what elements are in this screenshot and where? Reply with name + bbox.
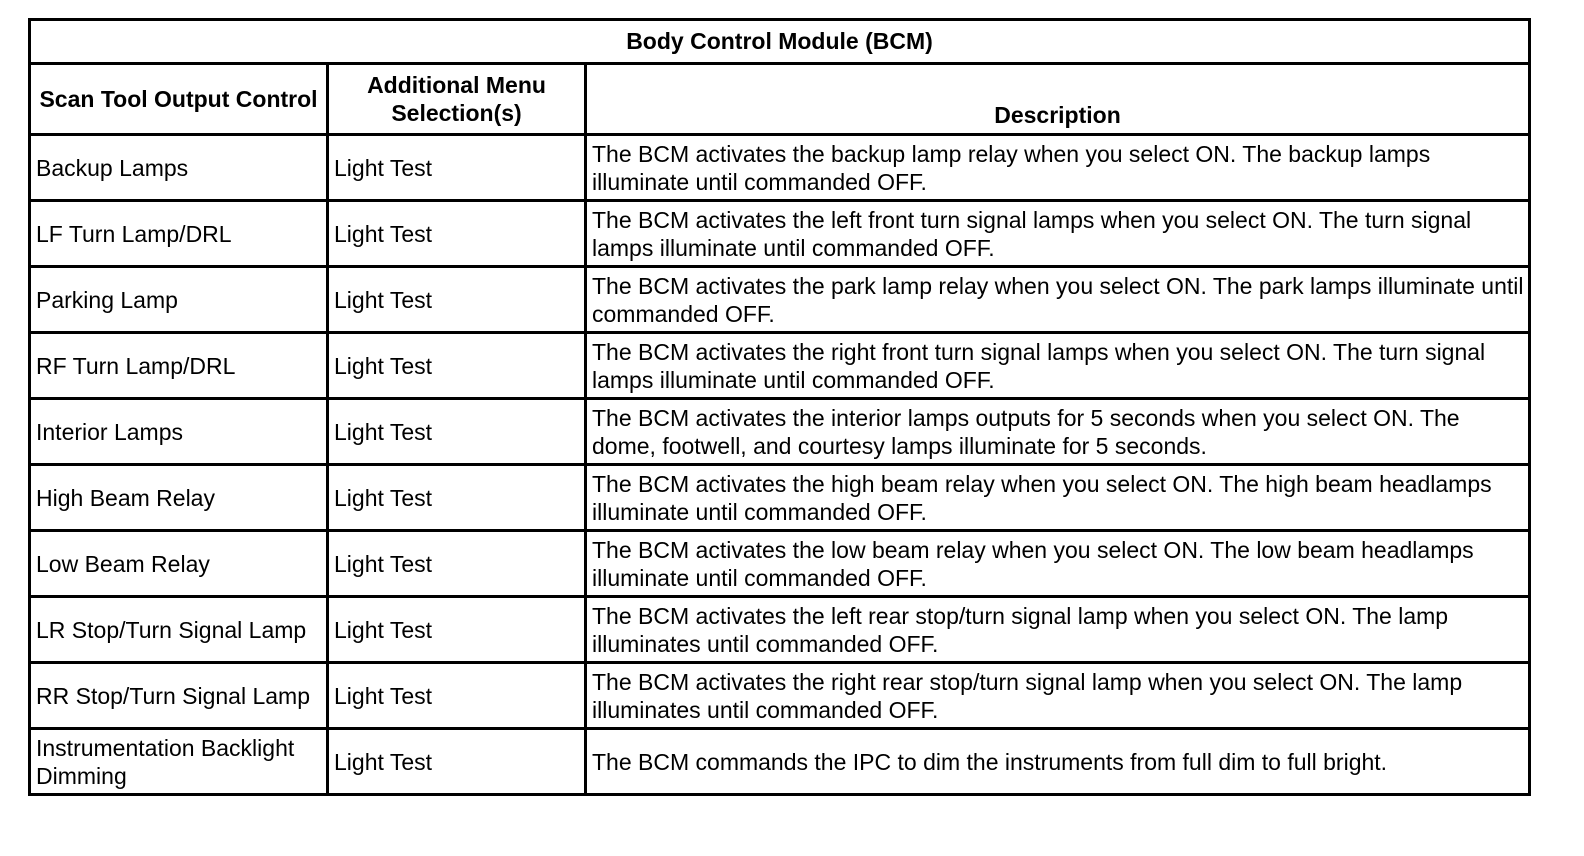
table-row (30, 729, 1530, 795)
control-cell: High Beam Relay (30, 465, 328, 531)
table-row (30, 267, 1530, 333)
description-cell: The BCM activates the interior lamps outputs for 5 seconds when you select ON. The dome, footwell, and courtesy lamps illuminate for 5 seconds. (586, 399, 1530, 465)
control-cell: Parking Lamp (30, 267, 328, 333)
control-cell: LR Stop/Turn Signal Lamp (30, 597, 328, 663)
table-row (30, 465, 1530, 531)
control-cell: Backup Lamps (30, 135, 328, 201)
menu-cell: Light Test (328, 465, 586, 531)
table-row (30, 201, 1530, 267)
description-cell: The BCM activates the low beam relay when you select ON. The low beam headlamps illuminate until commanded OFF. (586, 531, 1530, 597)
table-row (30, 135, 1530, 201)
description-cell: The BCM activates the backup lamp relay when you select ON. The backup lamps illuminate until commanded OFF. (586, 135, 1530, 201)
menu-cell: Light Test (328, 531, 586, 597)
description-cell: The BCM activates the high beam relay when you select ON. The high beam headlamps illuminate until commanded OFF. (586, 465, 1530, 531)
header-scan-tool-output-control: Scan Tool Output Control (30, 64, 328, 135)
table-row (30, 597, 1530, 663)
menu-cell: Light Test (328, 597, 586, 663)
control-cell: LF Turn Lamp/DRL (30, 201, 328, 267)
description-cell: The BCM activates the left rear stop/turn signal lamp when you select ON. The lamp illuminates until commanded OFF. (586, 597, 1530, 663)
description-cell: The BCM activates the park lamp relay when you select ON. The park lamps illuminate until commanded OFF. (586, 267, 1530, 333)
control-cell: Low Beam Relay (30, 531, 328, 597)
menu-cell: Light Test (328, 135, 586, 201)
table-header-row (30, 64, 1530, 135)
menu-cell: Light Test (328, 333, 586, 399)
table-row (30, 399, 1530, 465)
menu-cell: Light Test (328, 201, 586, 267)
header-description: Description (586, 64, 1530, 135)
table-title: Body Control Module (BCM) (30, 20, 1530, 64)
description-cell: The BCM activates the right rear stop/turn signal lamp when you select ON. The lamp illuminates until commanded OFF. (586, 663, 1530, 729)
document-page (28, 18, 1528, 796)
header-additional-menu-selections: Additional Menu Selection(s) (328, 64, 586, 135)
control-cell: RR Stop/Turn Signal Lamp (30, 663, 328, 729)
menu-cell: Light Test (328, 399, 586, 465)
menu-cell: Light Test (328, 729, 586, 795)
description-cell: The BCM activates the left front turn signal lamps when you select ON. The turn signal lamps illuminate until commanded OFF. (586, 201, 1530, 267)
description-cell: The BCM commands the IPC to dim the instruments from full dim to full bright. (586, 729, 1530, 795)
description-cell: The BCM activates the right front turn signal lamps when you select ON. The turn signal lamps illuminate until commanded OFF. (586, 333, 1530, 399)
bcm-output-control-table (28, 18, 1531, 796)
control-cell: Instrumentation Backlight Dimming (30, 729, 328, 795)
menu-cell: Light Test (328, 267, 586, 333)
table-row (30, 531, 1530, 597)
menu-cell: Light Test (328, 663, 586, 729)
table-row (30, 333, 1530, 399)
control-cell: Interior Lamps (30, 399, 328, 465)
table-row (30, 663, 1530, 729)
control-cell: RF Turn Lamp/DRL (30, 333, 328, 399)
